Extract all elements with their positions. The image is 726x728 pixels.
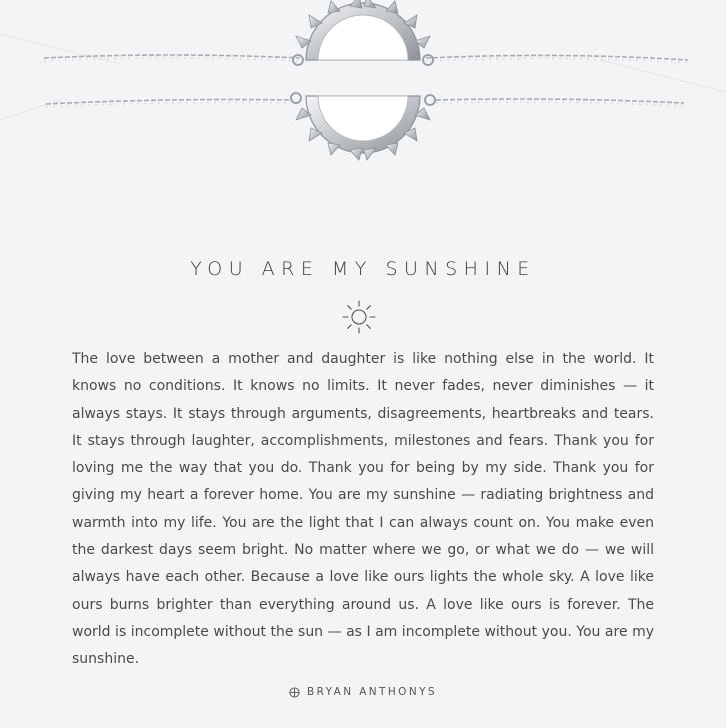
brand-name: BRYAN ANTHONYS [307,686,437,698]
sunshine-bracelets-image [0,0,726,200]
lower-half-sun-charm [291,93,435,160]
card-title: YOU ARE MY SUNSHINE [190,258,536,280]
upper-half-sun-charm [293,0,433,65]
sun-outline-icon [340,298,378,336]
card-poem-text: The love between a mother and daughter is like nothing else in the world. It knows no conditions. It knows no limits. It never fades, never diminishes — it always stays. It stays through arguments, disagreements, heartbreaks and tears. It stays through laughter, accomplishments, milestones and fears. Thank you for loving me the way that you do. Thank you for being by my side. Thank you for giving my heart a forever home. You are my sunshine — radiating brightness and warmth into my life. You are the light that I can always count on. You make even the darkest days seem bright. No matter where we go, or what we do — we will always have each other. Because a love like ours lights the whole sky. A love like ours burns brighter than everything around us. A love like ours is forever. The world is incomplete without the sun — as I am incomplete without you. You are my sunshine. [72,351,654,668]
brand-footer [0,686,726,698]
bryan-anthonys-logo-icon [289,687,300,698]
